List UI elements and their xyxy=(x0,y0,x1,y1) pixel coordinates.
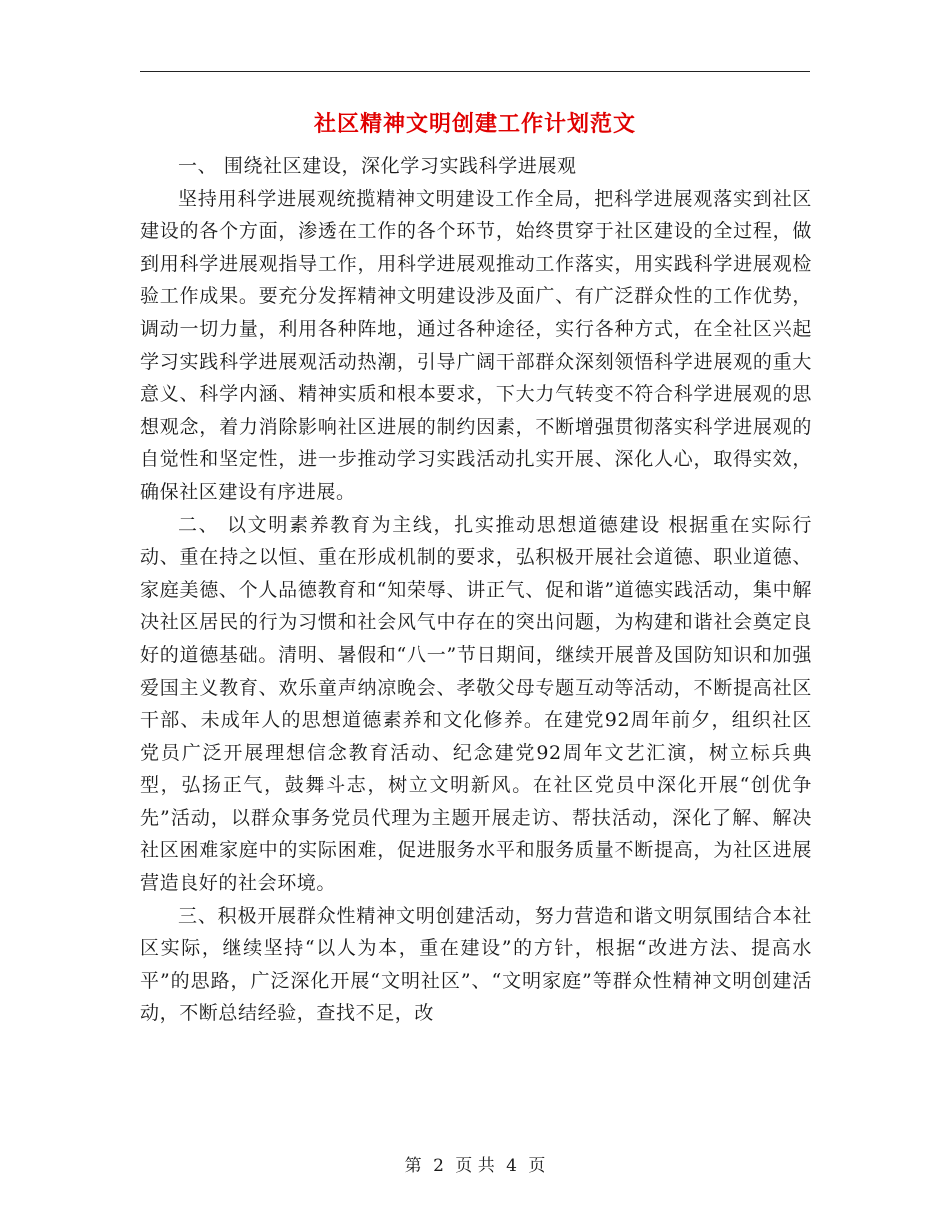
footer-middle: 页 共 xyxy=(455,1156,495,1176)
paragraph-1: 坚持用科学进展观统揽精神文明建设工作全局，把科学进展观落实到社区建设的各个方面，渗透在工作的各个环节，始终贯穿于社区建设的全过程，做到用科学进展观指导工作，用科学进展观推动工作落实，用实践科学进展观检验工作成果。要充分发挥精神文明建设涉及面广、有广泛群众性的工作优势，调动一切力量，利用各种阵地，通过各种途径，实行各种方式，在全社区兴起学习实践科学进展观活动热潮，引导广阔干部群众深刻领悟科学进展观的重大意义、科学内涵、精神实质和根本要求，下大力气转变不符合科学进展观的思想观念，着力消除影响社区进展的制约因素，不断增强贯彻落实科学进展观的自觉性和坚定性，进一步推动学习实践活动扎实开展、深化人心，取得实效，确保社区建设有序进展。 xyxy=(140,187,812,503)
paragraph-3: 三、积极开展群众性精神文明创建活动，努力营造和谐文明氛围结合本社区实际，继续坚持“以人为本，重在建设”的方针，根据“改进方法、提高水平”的思路，广泛深化开展“文明社区”、“文明家庭”等群众性精神文明创建活动，不断总结经验，查找不足，改 xyxy=(140,904,812,1025)
paragraph-2: 二、 以文明素养教育为主线，扎实推动思想道德建设 根据重在实际行动、重在持之以恒、重在形成机制的要求，弘积极开展社会道德、职业道德、家庭美德、个人品德教育和“知荣辱、讲正气、促和谐”道德实践活动，集中解决社区居民的行为习惯和社会风气中存在的突出问题，为构建和谐社会奠定良好的道德基础。清明、暑假和“八一”节日期间，继续开展普及国防知识和加强爱国主义教育、欢乐童声纳凉晚会、孝敬父母专题互动等活动，不断提高社区干部、未成年人的思想道德素养和文化修养。在建党92周年前夕，组织社区党员广泛开展理想信念教育活动、纪念建党92周年文艺汇演，树立标兵典型，弘扬正气，鼓舞斗志，树立文明新风。在社区党员中深化开展“创优争先”活动，以群众事务党员代理为主题开展走访、帮扶活动，深化了解、解决社区困难家庭中的实际困难，促进服务水平和服务质量不断提高，为社区进展营造良好的社会环境。 xyxy=(140,513,812,895)
header-rule xyxy=(140,71,810,72)
footer-page-number: 2 xyxy=(433,1156,444,1176)
document-title: 社区精神文明创建工作计划范文 xyxy=(313,111,636,137)
footer-suffix: 页 xyxy=(528,1156,546,1176)
paragraph-heading-1: 一、 围绕社区建设，深化学习实践科学进展观 xyxy=(178,155,577,177)
footer-prefix: 第 xyxy=(404,1156,422,1176)
page-footer xyxy=(0,1154,950,1178)
footer-total-pages: 4 xyxy=(506,1156,517,1176)
document-body xyxy=(140,150,812,1030)
